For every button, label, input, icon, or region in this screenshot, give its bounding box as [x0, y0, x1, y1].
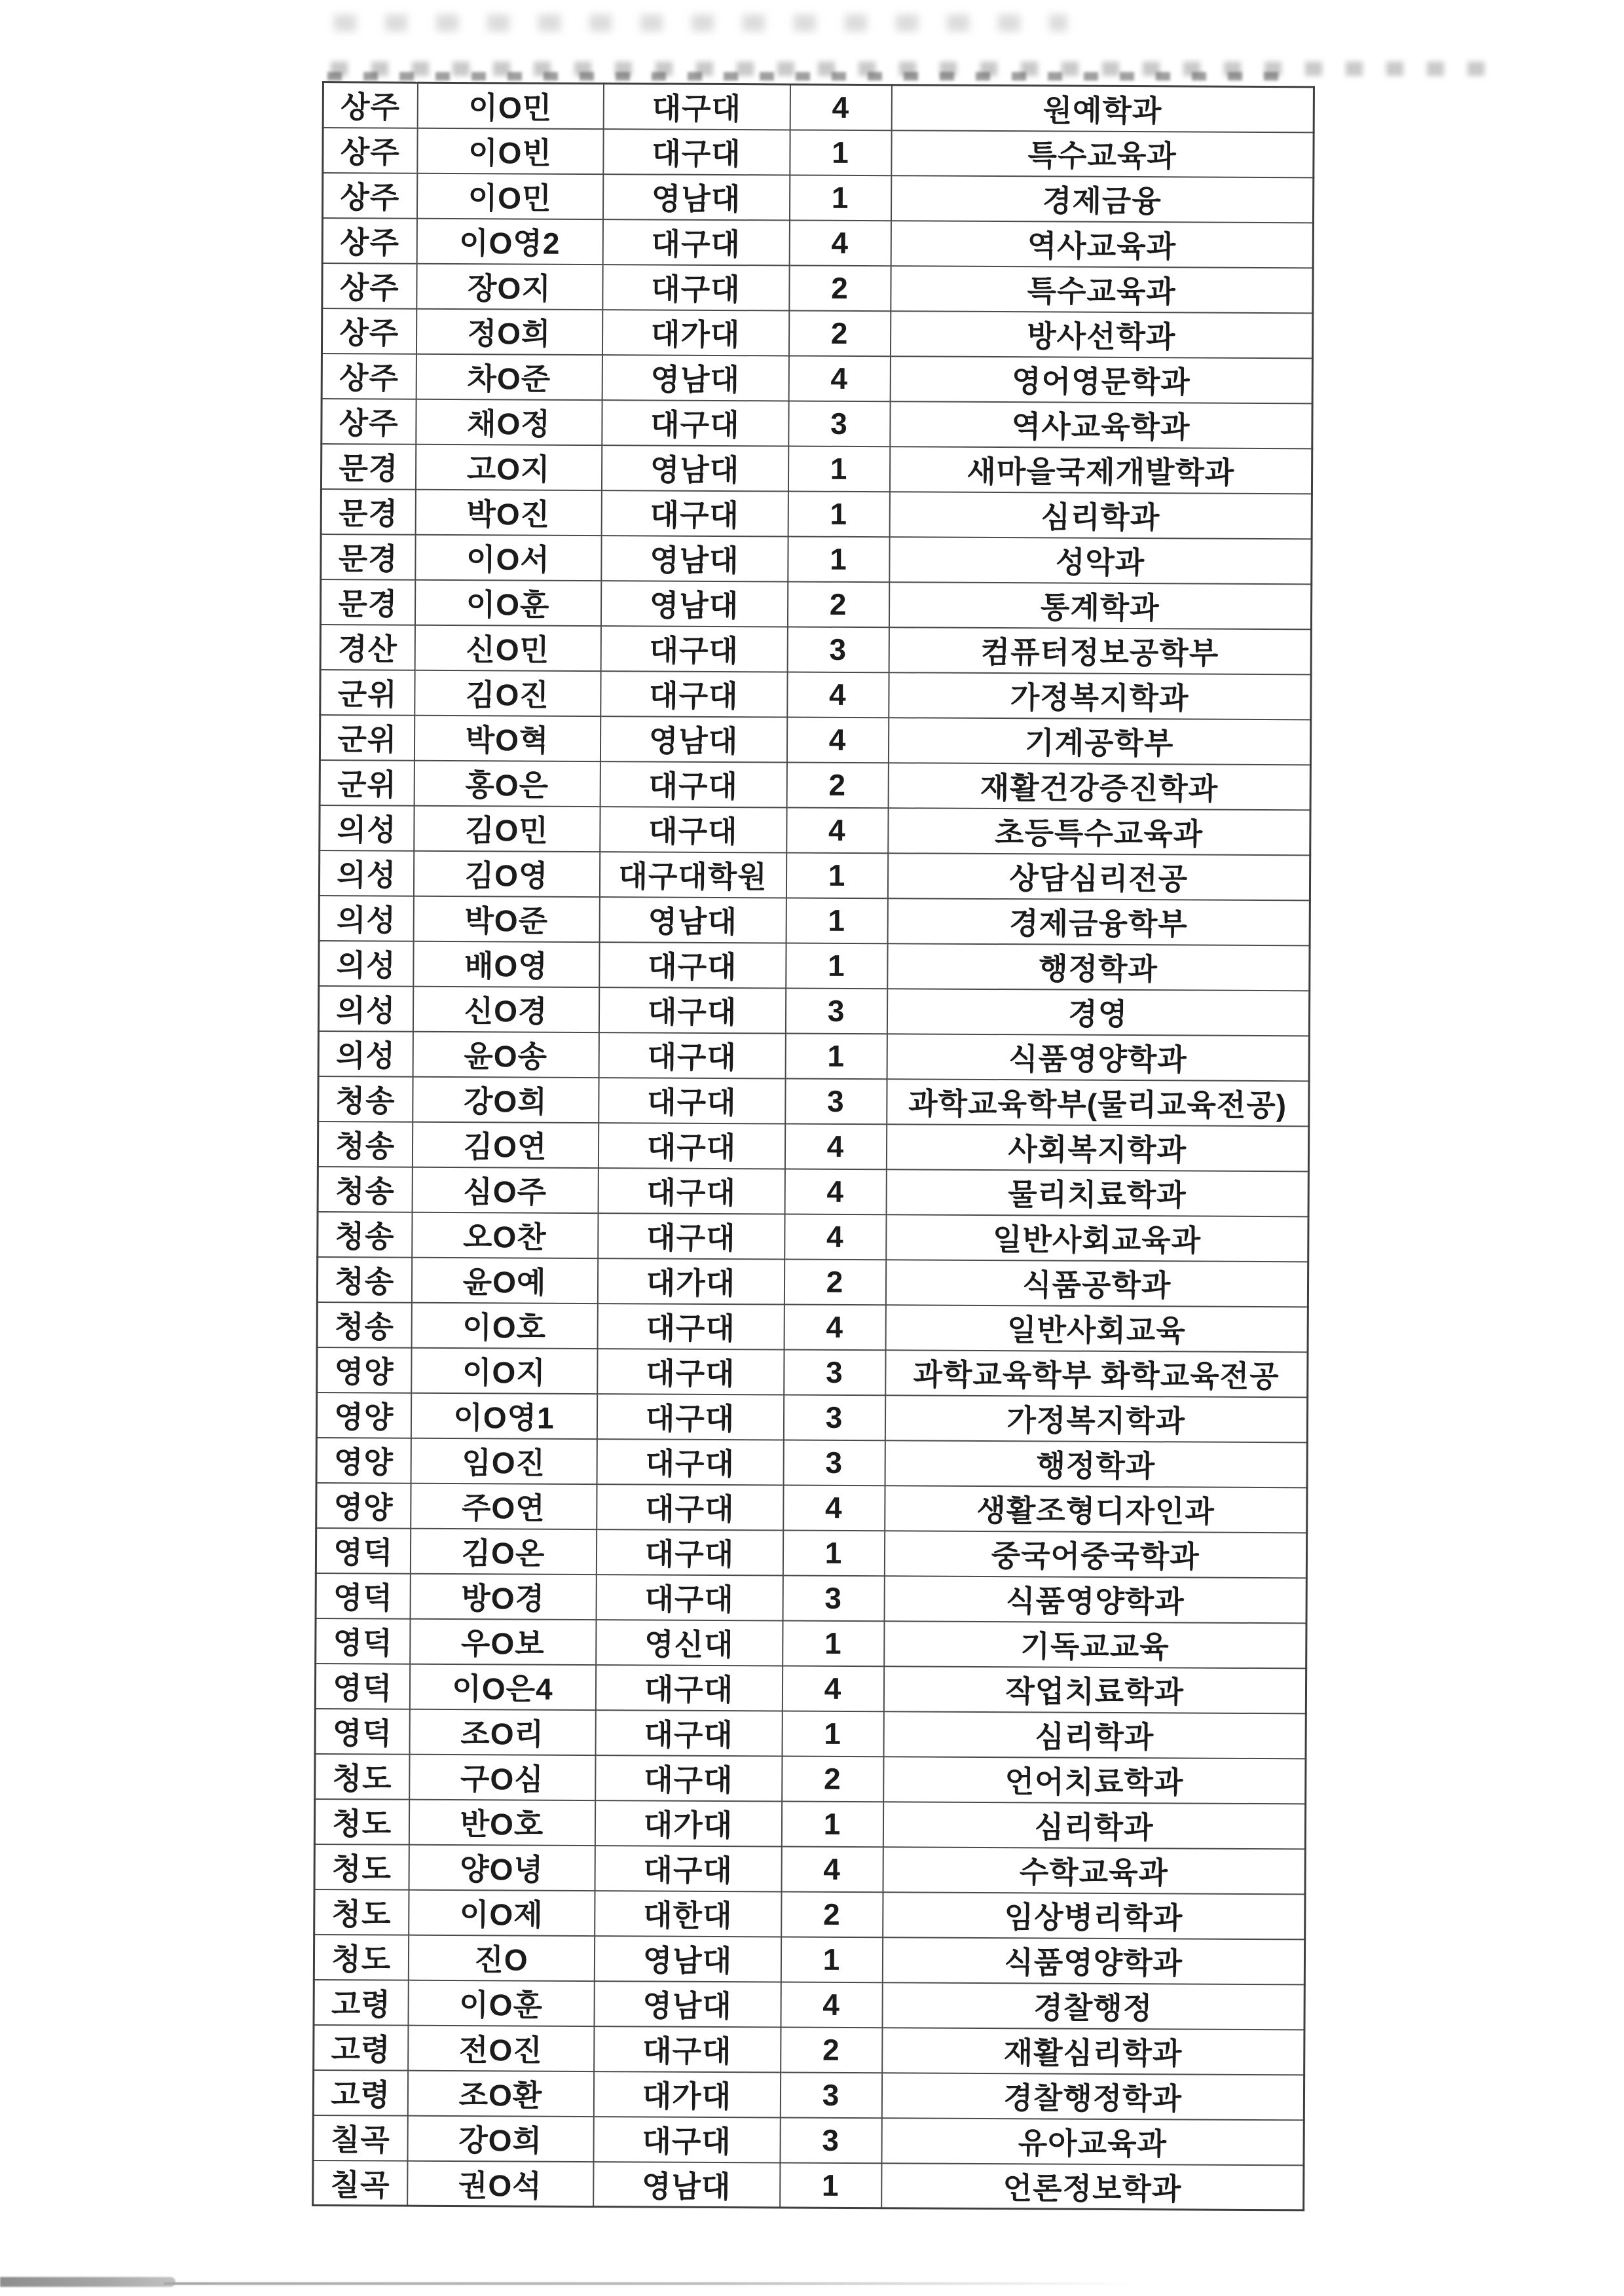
scan-ghost-smudge — [331, 62, 1503, 76]
table-row — [322, 354, 1312, 403]
cell-department: 작업치료학과 — [883, 1666, 1306, 1713]
table-row — [316, 1573, 1306, 1622]
cell-university: 대구대 — [597, 1303, 784, 1349]
cell-region: 상주 — [323, 82, 417, 128]
cell-university: 대구대 — [598, 1213, 784, 1259]
cell-name: 윤O예 — [411, 1257, 597, 1303]
cell-name: 이O서 — [415, 534, 601, 580]
cell-year: 4 — [788, 355, 890, 401]
cell-name: 오O찬 — [412, 1212, 598, 1258]
cell-year: 3 — [787, 627, 889, 672]
cell-department: 심리학과 — [883, 1802, 1305, 1849]
cell-region: 의성 — [318, 985, 413, 1031]
cell-university: 대구대 — [595, 1665, 782, 1711]
table-row — [318, 1121, 1308, 1171]
cell-year: 2 — [784, 1259, 885, 1305]
cell-region: 고령 — [314, 2024, 408, 2070]
cell-university: 영남대 — [600, 716, 786, 762]
table-row — [320, 805, 1310, 854]
cell-department: 언론정보학과 — [881, 2163, 1304, 2210]
cell-year: 1 — [786, 898, 887, 943]
cell-year: 3 — [783, 1440, 885, 1485]
cell-university: 대구대 — [595, 1846, 781, 1891]
table-row — [317, 1347, 1308, 1396]
table-row — [320, 579, 1311, 629]
cell-region: 청송 — [318, 1121, 412, 1167]
cell-region: 영덕 — [315, 1663, 409, 1709]
cell-region: 고령 — [313, 2069, 407, 2115]
cell-year: 1 — [786, 943, 887, 989]
cell-name: 심O주 — [412, 1167, 598, 1212]
cell-department: 중국어중국학과 — [884, 1531, 1306, 1578]
cell-year: 4 — [784, 1214, 886, 1260]
table-row — [321, 534, 1312, 583]
cell-year: 1 — [782, 1711, 883, 1757]
cell-year: 1 — [790, 130, 891, 175]
cell-department: 일반사회교육 — [885, 1305, 1308, 1352]
cell-department: 유아교육과 — [881, 2118, 1304, 2165]
cell-name: 구O심 — [409, 1754, 595, 1800]
cell-name: 박O준 — [413, 896, 599, 941]
cell-region: 군위 — [320, 714, 414, 760]
cell-department: 경찰행정 — [882, 1982, 1304, 2030]
cell-year: 1 — [788, 446, 889, 492]
table-row — [322, 308, 1312, 358]
cell-region: 영양 — [316, 1482, 411, 1528]
table-row — [314, 2024, 1304, 2074]
cell-region: 청도 — [314, 1798, 409, 1844]
cell-university: 영남대 — [593, 2162, 780, 2208]
cell-year: 4 — [781, 1846, 883, 1892]
cell-department: 재활건강증진학과 — [888, 763, 1310, 810]
cell-university: 대구대 — [602, 219, 789, 265]
cell-university: 대구대 — [602, 264, 789, 310]
cell-year: 3 — [785, 1078, 887, 1124]
cell-year: 4 — [789, 220, 891, 266]
cell-name: 윤O송 — [413, 1031, 599, 1077]
cell-name: 이O호 — [411, 1302, 597, 1348]
cell-name: 강O희 — [413, 1076, 599, 1122]
cell-university: 대가대 — [597, 1258, 784, 1304]
table-container — [312, 81, 1315, 2211]
cell-university: 영남대 — [594, 1936, 781, 1982]
cell-year: 2 — [781, 2027, 882, 2073]
table-row — [318, 1166, 1308, 1216]
table-row — [316, 1392, 1307, 1442]
cell-region: 의성 — [319, 940, 413, 986]
cell-university: 대구대 — [597, 1394, 783, 1440]
cell-name: 정O희 — [416, 308, 602, 354]
cell-year: 1 — [785, 1033, 887, 1079]
cell-name: 홍O은 — [414, 760, 600, 806]
cell-region: 청송 — [317, 1256, 411, 1302]
cell-year: 2 — [782, 1756, 883, 1802]
cell-year: 3 — [783, 1394, 885, 1440]
cell-department: 식품영양학과 — [884, 1576, 1306, 1623]
table-row — [321, 444, 1312, 494]
cell-department: 방사선학과 — [890, 311, 1312, 358]
cell-region: 영덕 — [315, 1708, 409, 1754]
cell-year: 4 — [784, 1169, 886, 1214]
cell-department: 컴퓨터정보공학부 — [889, 627, 1311, 674]
cell-name: 이O빈 — [417, 128, 603, 173]
cell-department: 특수교육과 — [891, 266, 1313, 313]
cell-university: 대구대 — [598, 1123, 784, 1169]
cell-department: 역사교육학과 — [890, 401, 1312, 448]
cell-region: 영덕 — [316, 1527, 410, 1573]
cell-name: 반O호 — [409, 1799, 595, 1845]
cell-region: 상주 — [322, 218, 416, 264]
cell-name: 이O제 — [409, 1889, 595, 1935]
cell-year: 1 — [788, 491, 889, 537]
cell-university: 대구대 — [593, 2117, 780, 2162]
table-row — [319, 850, 1310, 900]
cell-department: 생활조형디자인과 — [885, 1485, 1307, 1533]
table-row — [319, 895, 1310, 945]
cell-university: 영신대 — [596, 1620, 783, 1666]
cell-name: 이O민 — [416, 173, 602, 219]
cell-region: 영덕 — [316, 1618, 410, 1664]
student-roster-table — [312, 81, 1315, 2211]
cell-year: 4 — [786, 807, 888, 853]
cell-name: 조O리 — [409, 1709, 595, 1755]
cell-region: 문경 — [320, 579, 415, 625]
cell-year: 4 — [784, 1123, 886, 1169]
cell-region: 칠곡 — [313, 2160, 407, 2206]
cell-region: 의성 — [318, 1030, 413, 1076]
cell-name: 이O지 — [411, 1347, 597, 1393]
cell-year: 1 — [781, 1937, 882, 1982]
cell-name: 이O훈 — [408, 1980, 594, 2026]
cell-department: 과학교육학부 화학교육전공 — [885, 1350, 1308, 1397]
cell-department: 통계학과 — [889, 582, 1311, 629]
cell-region: 칠곡 — [313, 2115, 407, 2160]
cell-university: 대구대 — [596, 1575, 783, 1620]
table-row — [314, 1798, 1305, 1848]
cell-year: 3 — [783, 1575, 884, 1621]
cell-department: 가정복지학과 — [885, 1395, 1307, 1442]
cell-year: 2 — [781, 1891, 883, 1937]
cell-year: 2 — [786, 762, 888, 808]
cell-department: 특수교육과 — [891, 130, 1314, 177]
cell-year: 4 — [784, 1304, 885, 1350]
table-row — [314, 1844, 1305, 1893]
cell-name: 방O경 — [410, 1573, 596, 1619]
cell-region: 상주 — [322, 399, 416, 445]
cell-year: 1 — [783, 1530, 884, 1576]
cell-name: 김O온 — [410, 1528, 596, 1574]
cell-university: 대구대 — [600, 626, 787, 672]
cell-name: 신O민 — [415, 625, 600, 670]
table-row — [316, 1527, 1306, 1577]
cell-university: 대구대 — [599, 987, 785, 1033]
cell-name: 이O민 — [417, 82, 603, 128]
cell-name: 이O영1 — [411, 1393, 597, 1438]
cell-name: 김O영 — [413, 850, 599, 896]
table-row — [316, 1482, 1307, 1532]
cell-university: 대구대 — [602, 400, 788, 446]
cell-department: 수학교육과 — [883, 1847, 1305, 1894]
cell-name: 강O희 — [407, 2115, 593, 2161]
cell-year: 2 — [787, 581, 889, 627]
table-row — [322, 399, 1312, 448]
cell-university: 대구대 — [598, 1168, 784, 1214]
cell-name: 이O훈 — [415, 579, 600, 625]
cell-department: 임상병리학과 — [883, 1892, 1305, 1939]
cell-university: 대구대 — [603, 84, 790, 130]
cell-name: 임O진 — [411, 1438, 597, 1484]
cell-department: 기독교교육 — [884, 1621, 1306, 1668]
cell-name: 진O — [408, 1935, 594, 1980]
cell-university: 대구대 — [597, 1349, 784, 1394]
table-row — [315, 1663, 1306, 1713]
cell-region: 청도 — [314, 1889, 409, 1935]
cell-university: 영남대 — [602, 355, 788, 401]
cell-university: 영남대 — [594, 1981, 781, 2027]
cell-university: 영남대 — [602, 174, 789, 220]
cell-name: 박O혁 — [414, 715, 600, 761]
cell-year: 3 — [784, 1349, 885, 1395]
cell-region: 청송 — [318, 1211, 412, 1257]
cell-region: 문경 — [321, 534, 415, 579]
cell-year: 2 — [788, 310, 890, 356]
table-row — [313, 2069, 1304, 2119]
scan-edge-line — [164, 2282, 1133, 2285]
cell-department: 초등특수교육과 — [888, 808, 1310, 855]
cell-region: 문경 — [321, 488, 415, 534]
cell-department: 가정복지학과 — [889, 672, 1311, 720]
cell-name: 권O석 — [407, 2160, 593, 2206]
cell-department: 역사교육과 — [891, 221, 1313, 268]
cell-name: 이O영2 — [416, 218, 602, 264]
table-row — [314, 1934, 1304, 1984]
cell-region: 영양 — [317, 1347, 411, 1393]
table-row — [317, 1256, 1308, 1306]
cell-university: 영남대 — [599, 897, 786, 943]
cell-department: 행정학과 — [885, 1440, 1307, 1487]
cell-name: 배O영 — [413, 941, 599, 987]
cell-year: 4 — [781, 1982, 882, 2028]
cell-name: 전O진 — [408, 2025, 594, 2071]
cell-department: 원예학과 — [891, 85, 1314, 132]
table-row — [320, 714, 1310, 764]
cell-region: 청도 — [314, 1934, 408, 1980]
cell-department: 식품공학과 — [885, 1260, 1308, 1307]
cell-region: 청도 — [314, 1844, 409, 1889]
cell-university: 대가대 — [593, 2071, 780, 2117]
cell-university: 대구대 — [603, 129, 790, 175]
cell-region: 청도 — [315, 1753, 409, 1799]
table-row — [322, 263, 1313, 313]
cell-university: 대구대 — [600, 671, 787, 717]
cell-year: 2 — [789, 265, 891, 311]
cell-region: 문경 — [321, 444, 415, 490]
cell-year: 4 — [787, 672, 889, 718]
cell-department: 경영 — [887, 989, 1309, 1036]
cell-university: 영남대 — [600, 581, 787, 627]
cell-department: 심리학과 — [883, 1711, 1306, 1758]
cell-department: 재활심리학과 — [882, 2028, 1304, 2075]
table-row — [314, 1979, 1304, 2029]
cell-year: 4 — [782, 1666, 883, 1711]
cell-region: 고령 — [314, 1979, 408, 2025]
cell-name: 차O준 — [416, 354, 602, 399]
table-row — [323, 128, 1314, 177]
cell-region: 청송 — [318, 1166, 412, 1212]
cell-university: 대구대 — [597, 1439, 783, 1485]
table-row — [319, 940, 1310, 990]
cell-university: 대구대 — [595, 1755, 782, 1801]
cell-department: 일반사회교육과 — [886, 1214, 1308, 1262]
table-row — [318, 1076, 1309, 1125]
cell-name: 김O진 — [415, 670, 600, 716]
table-row — [320, 624, 1311, 674]
cell-year: 4 — [786, 717, 888, 763]
cell-name: 신O경 — [413, 986, 599, 1032]
cell-region: 군위 — [320, 669, 415, 715]
cell-year: 1 — [781, 1801, 883, 1847]
table-row — [320, 669, 1311, 719]
cell-department: 상담심리전공 — [887, 853, 1310, 900]
cell-department: 언어치료학과 — [883, 1757, 1306, 1804]
cell-region: 군위 — [320, 759, 414, 805]
cell-department: 경찰행정학과 — [881, 2073, 1304, 2120]
cell-university: 대구대학원 — [599, 852, 786, 898]
table-row — [313, 2160, 1304, 2210]
cell-region: 상주 — [322, 263, 416, 309]
cell-region: 영덕 — [316, 1573, 410, 1618]
cell-university: 대구대 — [594, 2026, 781, 2072]
cell-department: 성악과 — [889, 537, 1312, 584]
cell-name: 양O녕 — [409, 1844, 595, 1890]
cell-year: 1 — [788, 536, 889, 582]
cell-year: 4 — [783, 1485, 885, 1531]
cell-department: 경제금융 — [891, 175, 1313, 223]
cell-university: 대구대 — [599, 1032, 785, 1078]
cell-region: 영양 — [316, 1437, 411, 1483]
cell-department: 영어영문학과 — [890, 356, 1312, 403]
cell-department: 식품영양학과 — [887, 1034, 1309, 1081]
cell-university: 대구대 — [600, 807, 786, 852]
table-row — [313, 2115, 1304, 2164]
cell-region: 상주 — [322, 308, 416, 354]
cell-department: 식품영양학과 — [882, 1937, 1304, 1984]
cell-name: 채O정 — [416, 399, 602, 445]
cell-region: 의성 — [320, 805, 414, 850]
cell-region: 경산 — [320, 624, 415, 670]
cell-name: 주O연 — [411, 1483, 597, 1529]
cell-region: 영양 — [316, 1392, 411, 1438]
table-row — [318, 1211, 1308, 1261]
cell-university: 대가대 — [602, 310, 788, 355]
cell-region: 상주 — [322, 173, 416, 219]
cell-university: 대구대 — [601, 490, 788, 536]
cell-year: 3 — [788, 401, 890, 446]
cell-university: 영남대 — [601, 536, 788, 581]
cell-name: 박O진 — [415, 489, 601, 535]
cell-department: 새마을국제개발학과 — [889, 446, 1312, 494]
cell-year: 4 — [790, 84, 891, 130]
cell-department: 물리치료학과 — [886, 1169, 1308, 1216]
table-row — [314, 1889, 1305, 1939]
table-row — [317, 1302, 1308, 1351]
cell-year: 1 — [783, 1620, 884, 1666]
table-body — [313, 82, 1314, 2210]
cell-name: 이O은4 — [409, 1664, 595, 1709]
cell-department: 과학교육학부(물리교육전공) — [887, 1079, 1309, 1126]
cell-university: 대구대 — [599, 942, 786, 988]
cell-department: 경제금융학부 — [887, 898, 1310, 945]
table-row — [315, 1708, 1306, 1758]
cell-year: 1 — [780, 2162, 881, 2208]
scan-ghost-text-fragments — [327, 72, 1297, 81]
cell-name: 장O지 — [416, 263, 602, 309]
cell-department: 행정학과 — [887, 943, 1310, 991]
table-row — [322, 173, 1313, 223]
cell-region: 상주 — [322, 354, 416, 399]
table-row — [320, 759, 1310, 809]
table-row — [318, 985, 1309, 1035]
cell-year: 3 — [780, 2117, 881, 2163]
cell-year: 3 — [780, 2072, 881, 2118]
cell-university: 대구대 — [599, 1078, 785, 1123]
cell-region: 청송 — [317, 1302, 411, 1347]
cell-department: 기계공학부 — [888, 718, 1310, 765]
cell-region: 상주 — [323, 128, 417, 173]
cell-university: 영남대 — [601, 445, 788, 491]
cell-year: 1 — [786, 852, 887, 898]
cell-university: 대구대 — [600, 761, 786, 807]
cell-region: 의성 — [319, 850, 413, 896]
scan-ghost-smudge — [334, 14, 1067, 31]
scan-edge-streak — [0, 2277, 175, 2287]
table-row — [316, 1618, 1306, 1667]
cell-name: 김O민 — [414, 805, 600, 851]
cell-name: 우O보 — [410, 1618, 596, 1664]
cell-name: 김O연 — [412, 1121, 598, 1167]
cell-university: 대가대 — [595, 1800, 781, 1846]
table-row — [318, 1030, 1309, 1080]
cell-department: 심리학과 — [889, 492, 1312, 539]
cell-year: 3 — [785, 988, 887, 1034]
table-row — [315, 1753, 1306, 1803]
cell-university: 대구대 — [597, 1484, 783, 1530]
cell-name: 고O지 — [415, 444, 601, 490]
cell-region: 의성 — [319, 895, 413, 941]
table-row — [321, 488, 1312, 538]
table-row — [323, 82, 1314, 132]
cell-university: 대구대 — [595, 1710, 782, 1756]
table-row — [316, 1437, 1307, 1487]
table-row — [322, 218, 1313, 268]
cell-year: 1 — [789, 175, 891, 221]
cell-university: 대구대 — [596, 1529, 783, 1575]
cell-region: 청송 — [318, 1076, 413, 1121]
cell-department: 사회복지학과 — [886, 1124, 1308, 1171]
cell-university: 대한대 — [595, 1891, 781, 1937]
cell-name: 조O환 — [407, 2070, 593, 2116]
